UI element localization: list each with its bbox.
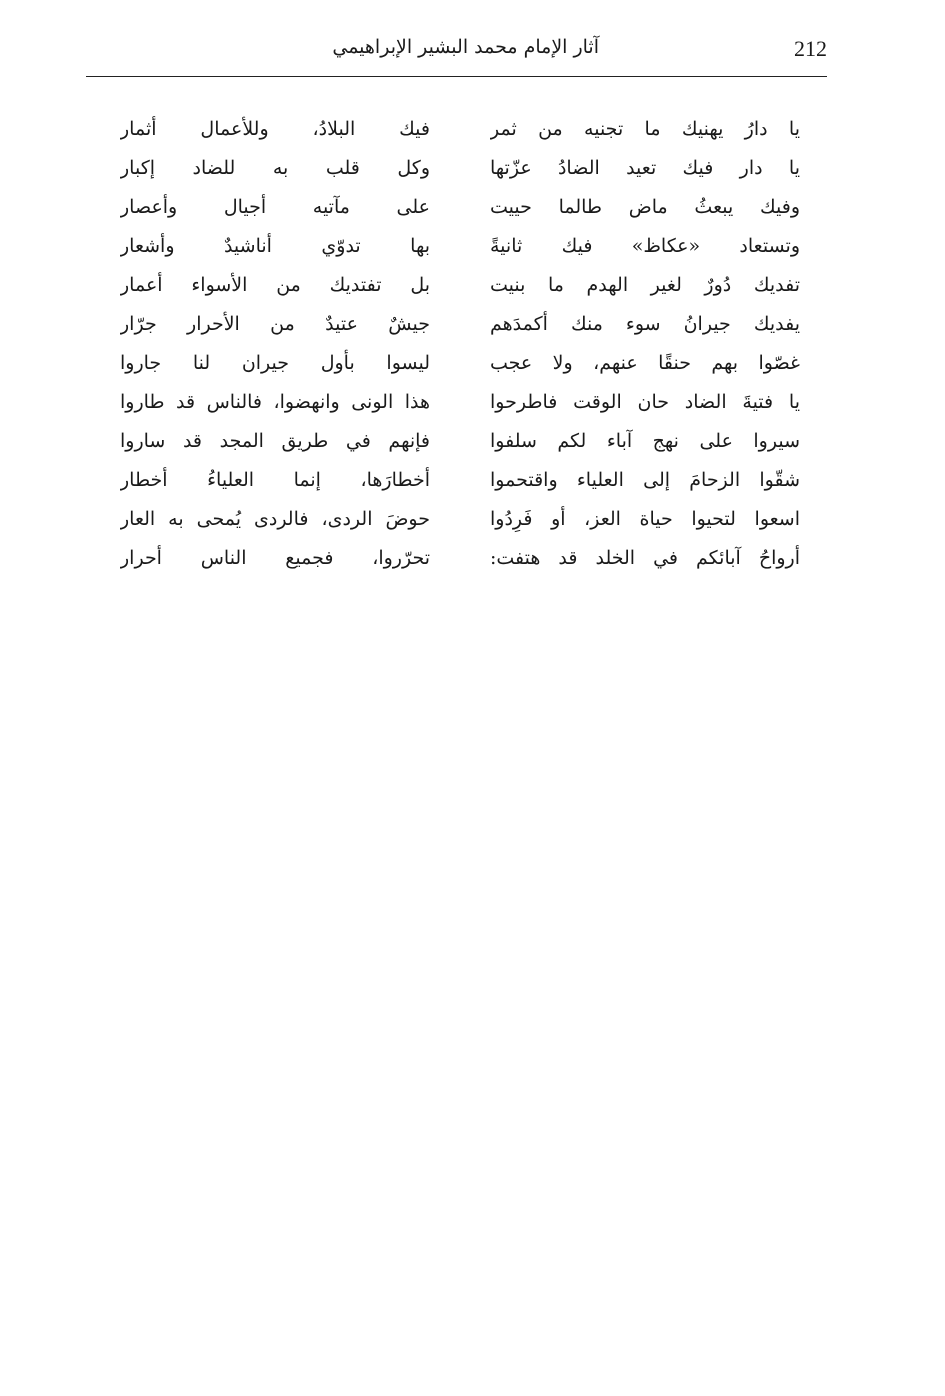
verse-first-hemistich: يا دارُ يهنيك ما تجنيه من ثمر: [490, 118, 800, 140]
page-header: [86, 30, 827, 77]
verse-first-hemistich: أرواحُ آبائكم في الخلد قد هتفت:: [490, 547, 800, 569]
verse-second-hemistich: بها تدوّي أناشيدٌ وأشعار: [120, 235, 430, 257]
verse: [120, 149, 800, 188]
poem: [120, 110, 800, 578]
page-number: 212: [794, 36, 827, 61]
verse-second-hemistich: حوضَ الردى، فالردى يُمحى به العار: [120, 508, 430, 530]
verse-second-hemistich: أخطارَها، إنما العلياءُ أخطار: [120, 469, 430, 491]
verse-second-hemistich: ليسوا بأول جيران لنا جاروا: [120, 352, 430, 374]
verse-second-hemistich: فإنهم في طريق المجد قد ساروا: [120, 430, 430, 452]
verse: [120, 461, 800, 500]
verse-first-hemistich: سيروا على نهج آباء لكم سلفوا: [490, 430, 800, 452]
verse: [120, 227, 800, 266]
verse: [120, 266, 800, 305]
verse: [120, 422, 800, 461]
verse: [120, 188, 800, 227]
verse-first-hemistich: وتستعاد «عكاظ» فيك ثانيةً: [490, 235, 800, 257]
verse: [120, 110, 800, 149]
verse: [120, 383, 800, 422]
running-title: آثار الإمام محمد البشير الإبراهيمي: [332, 36, 599, 58]
verse-first-hemistich: غصّوا بهم حنقًا عنهم، ولا عجب: [490, 352, 800, 374]
verse: [120, 305, 800, 344]
verse-first-hemistich: شقّوا الزحامَ إلى العلياء واقتحموا: [490, 469, 800, 491]
verse-second-hemistich: فيك البلادُ، وللأعمال أثمار: [120, 118, 430, 140]
verse-first-hemistich: يا دار فيك تعيد الضادُ عزّتها: [490, 157, 800, 179]
verse-first-hemistich: يا فتيةَ الضاد حان الوقت فاطرحوا: [490, 391, 800, 413]
verse-first-hemistich: اسعوا لتحيوا حياة العز، أو فَرِدُوا: [490, 508, 800, 530]
verse-first-hemistich: يفديك جيرانُ سوء منك أكمدَهم: [490, 313, 800, 335]
verse-second-hemistich: هذا الونى وانهضوا، فالناس قد طاروا: [120, 391, 430, 413]
verse-second-hemistich: جيشٌ عتيدٌ من الأحرار جرّار: [120, 313, 430, 335]
verse-second-hemistich: بل تفتديك من الأسواء أعمار: [120, 274, 430, 296]
verse-first-hemistich: وفيك يبعثُ ماض طالما حييت: [490, 196, 800, 218]
verse-first-hemistich: تفديك دُورٌ لغير الهدم ما بنيت: [490, 274, 800, 296]
verse-second-hemistich: على مآتيه أجيال وأعصار: [120, 196, 430, 218]
verse: [120, 344, 800, 383]
verse: [120, 539, 800, 578]
verse: [120, 500, 800, 539]
verse-second-hemistich: وكل قلب به للضاد إكبار: [120, 157, 430, 179]
verse-second-hemistich: تحرّروا، فجميع الناس أحرار: [120, 547, 430, 569]
